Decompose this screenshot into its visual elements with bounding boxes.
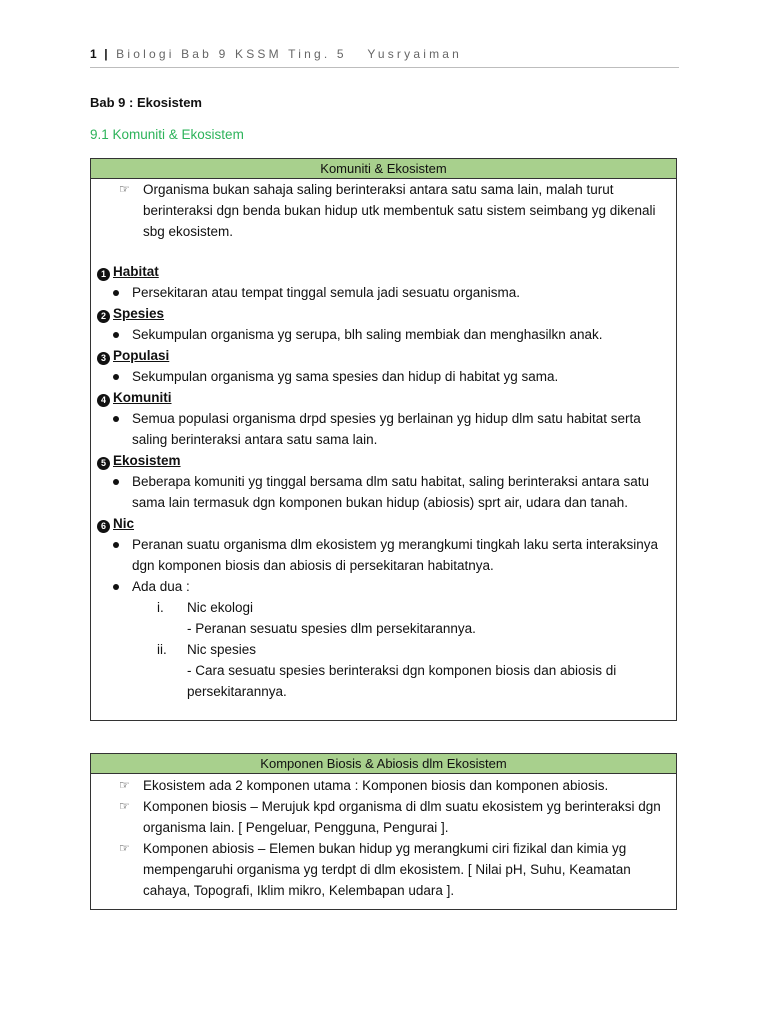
term-ekosistem — [97, 450, 670, 471]
list-item — [99, 775, 670, 796]
header-separator: | — [104, 47, 110, 61]
nic-type-detail: - Cara sesuatu spesies berinteraksi dgn komponen biosis dan abiosis di persekitarannya. — [187, 663, 617, 699]
term-label: Komuniti — [113, 390, 172, 405]
list-item — [99, 838, 670, 901]
box-title: Komuniti & Ekosistem — [91, 159, 676, 179]
pointing-hand-icon: ☞ — [119, 182, 130, 196]
term-label: Ekosistem — [113, 453, 181, 468]
term-label: Habitat — [113, 264, 159, 279]
header-subject: Biologi Bab 9 KSSM Ting. 5 — [116, 47, 347, 61]
term-populasi — [97, 345, 670, 366]
number-circle-icon: 5 — [97, 457, 110, 470]
bullet-item: Semua populasi organisma drpd spesies yg berlainan yg hidup dlm satu habitat serta saling berinteraksi antara satu sama lain. — [99, 408, 670, 450]
nic-type-name: Nic ekologi — [187, 600, 254, 615]
nic-type-detail: - Peranan sesuatu spesies dlm persekitarannya. — [187, 621, 476, 636]
box-body — [91, 179, 676, 702]
nic-type-name: Nic spesies — [187, 642, 257, 657]
pointing-hand-icon: ☞ — [119, 841, 130, 855]
number-circle-icon: 1 — [97, 268, 110, 281]
term-habitat — [97, 261, 670, 282]
bullet-item: Sekumpulan organisma yg sama spesies dan hidup di habitat yg sama. — [99, 366, 670, 387]
nic-type-item — [99, 639, 670, 660]
nic-type-item — [99, 597, 670, 618]
pointing-hand-icon: ☞ — [119, 778, 130, 792]
list-item — [99, 796, 670, 838]
term-label: Populasi — [113, 348, 170, 363]
page-header — [90, 47, 679, 68]
komponen-biosis-abiosis-box — [90, 753, 677, 910]
spacer — [99, 242, 670, 261]
bullet-item: Beberapa komuniti yg tinggal bersama dlm satu habitat, saling berinteraksi antara satu sama lain termasuk dgn komponen bukan hidup (abiosis) sprt air, udara dan tanah. — [99, 471, 670, 513]
number-circle-icon: 4 — [97, 394, 110, 407]
page-number: 1 — [90, 47, 98, 61]
list-item-text: Komponen abiosis – Elemen bukan hidup yg merangkumi ciri fizikal dan kimia yg mempengaruhi organisma yg terdpt di dlm ekosistem. [ Nilai pH, Suhu, Keamatan cahaya, Topografi, Iklim mikro, Kelembapan udara ]. — [143, 841, 631, 898]
term-nic — [97, 513, 670, 534]
list-item-text: Ekosistem ada 2 komponen utama : Komponen biosis dan komponen abiosis. — [143, 778, 609, 793]
bullet-item: Sekumpulan organisma yg serupa, blh saling membiak dan menghasilkn anak. — [99, 324, 670, 345]
intro-text: Organisma bukan sahaja saling berinteraksi antara satu sama lain, malah turut berinteraksi dgn benda bukan hidup utk membentuk satu sistem seimbang yg dikenali sbg ekosistem. — [143, 182, 656, 239]
bullet-item: Peranan suatu organisma dlm ekosistem yg merangkumi tingkah laku serta interaksinya dgn komponen biosis dan abiosis di persekitaran habitatnya. — [99, 534, 670, 576]
intro-point — [99, 179, 670, 242]
box-body — [91, 774, 676, 901]
term-label: Spesies — [113, 306, 165, 321]
komuniti-ekosistem-box — [90, 158, 677, 721]
roman-numeral: i. — [157, 600, 164, 615]
number-circle-icon: 3 — [97, 352, 110, 365]
term-komuniti — [97, 387, 670, 408]
section-title: 9.1 Komuniti & Ekosistem — [90, 127, 244, 142]
number-circle-icon: 2 — [97, 310, 110, 323]
pointing-hand-icon: ☞ — [119, 799, 130, 813]
header-author: Yusryaiman — [367, 47, 463, 61]
box-title: Komponen Biosis & Abiosis dlm Ekosistem — [91, 754, 676, 774]
list-item-text: Komponen biosis – Merujuk kpd organisma di dlm suatu ekosistem yg berinteraksi dgn organisma lain. [ Pengeluar, Pengguna, Pengurai ]. — [143, 799, 661, 835]
number-circle-icon: 6 — [97, 520, 110, 533]
chapter-title: Bab 9 : Ekosistem — [90, 95, 202, 110]
bullet-item: Persekitaran atau tempat tinggal semula jadi sesuatu organisma. — [99, 282, 670, 303]
term-spesies — [97, 303, 670, 324]
term-label: Nic — [113, 516, 135, 531]
roman-numeral: ii. — [157, 642, 167, 657]
bullet-item: Ada dua : — [99, 576, 670, 597]
